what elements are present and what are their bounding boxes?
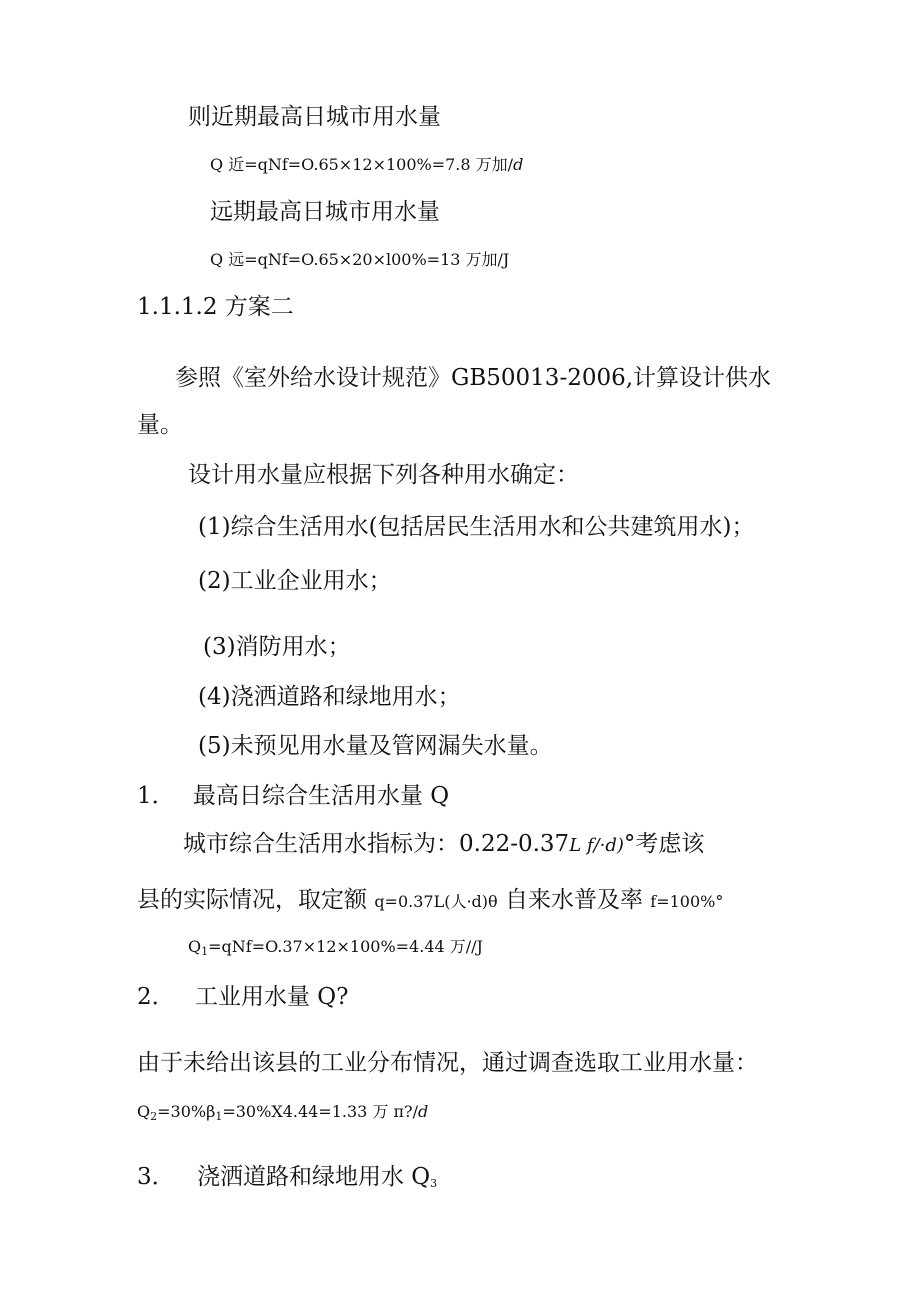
subsection-3-text: 浇洒道路和绿地用水 Q (197, 1164, 431, 1190)
subsection-1-title: 最高日综合生活用水量 Q (193, 783, 450, 809)
subsection-1-number: 1． (137, 783, 175, 809)
subsection-2-title: 工业用水量 Q? (195, 984, 349, 1010)
formula-subscript: 2 (150, 1110, 158, 1123)
list-item: (4)浇洒道路和绿地用水； (198, 684, 461, 710)
formula-symbol: Q (137, 1102, 151, 1121)
list-item: (2)工业企业用水； (198, 568, 392, 594)
formula-text: =30%β (157, 1102, 216, 1121)
list-item: (3)消防用水； (203, 634, 351, 660)
formula-symbol: Q (188, 937, 202, 956)
index-unit: L f/·d) (569, 835, 624, 856)
subsection-3-subscript: 3 (430, 1177, 438, 1190)
far-term-heading: 远期最高日城市用水量 (210, 199, 440, 225)
formula-q2 (137, 1102, 429, 1123)
quota-value: q=0.37L(人·d)θ (374, 892, 498, 911)
paragraph-reference-cont: 量。 (137, 412, 183, 438)
formula-text: =30%X4.44=1.33 万 π?/ (222, 1102, 419, 1121)
list-item: (1)综合生活用水(包括居民生活用水和公共建筑用水)； (198, 514, 755, 540)
formula-subscript: 1 (201, 945, 209, 958)
near-term-heading: 则近期最高日城市用水量 (188, 104, 441, 130)
quota-text: 县的实际情况，取定额 (137, 887, 375, 913)
coverage-value: f=100%° (650, 892, 724, 911)
quota-text-cont: 自来水普及率 (497, 887, 651, 913)
subsection-3-number: 3． (137, 1164, 175, 1190)
paragraph-industrial: 由于未给出该县的工业分布情况，通过调查选取工业用水量： (137, 1050, 758, 1076)
section-heading: 1.1.1.2 方案二 (137, 294, 294, 320)
formula-unit: d (418, 1102, 429, 1121)
formula-unit: d (513, 155, 524, 174)
paragraph-quota (137, 889, 723, 912)
paragraph-intro: 设计用水量应根据下列各种用水确定： (188, 462, 579, 488)
formula-text: =qNf=O.37×12×100%=4.44 万//J (208, 937, 483, 956)
list-item: (5)未预见用水量及管网漏失水量。 (198, 733, 553, 759)
index-text: 城市综合生活用水指标为：0.22-0.37 (183, 831, 570, 857)
subsection-3-title (197, 1166, 437, 1189)
paragraph-index (183, 833, 704, 856)
far-term-formula: Q 远=qNf=O.65×20×l00%=13 万加/J (210, 250, 510, 269)
near-term-formula (210, 157, 523, 173)
formula-text: Q 近=qNf=O.65×12×100%=7.8 万加/ (210, 155, 514, 174)
subsection-2-number: 2． (137, 984, 175, 1010)
formula-q1 (188, 937, 483, 958)
index-text-cont: °考虑该 (623, 831, 705, 857)
formula-subscript: 1 (215, 1110, 223, 1123)
paragraph-reference: 参照《室外给水设计规范》GB50013-2006,计算设计供水 (175, 365, 772, 391)
